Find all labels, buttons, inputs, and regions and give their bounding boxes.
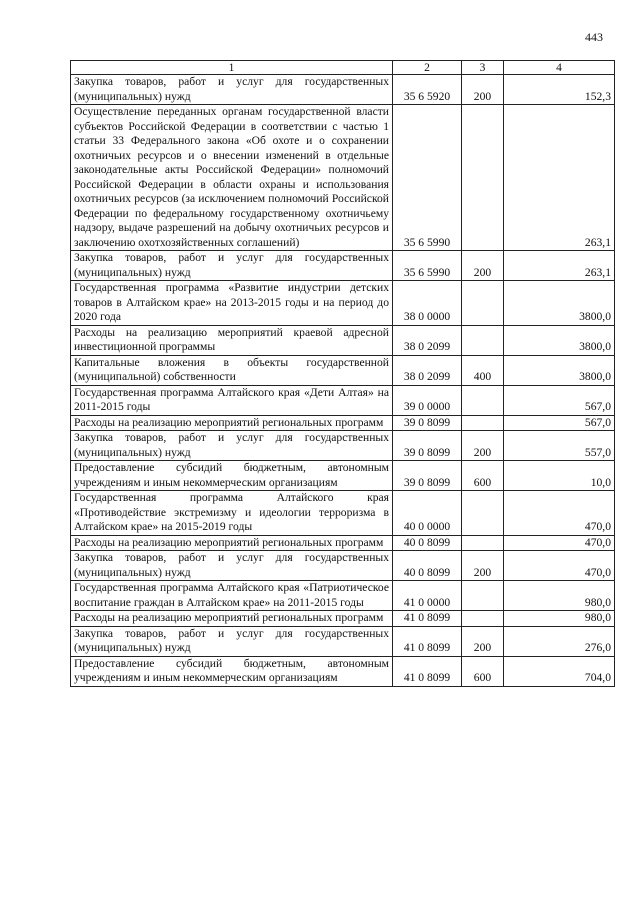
row-amount: 557,0 xyxy=(504,431,615,461)
row-description: Закупка товаров, работ и услуг для государственных (муниципальных) нужд xyxy=(71,626,393,656)
row-amount: 470,0 xyxy=(504,551,615,581)
row-target-code: 40 0 0000 xyxy=(393,491,462,536)
row-target-code: 41 0 8099 xyxy=(393,611,462,627)
table-row xyxy=(71,105,615,251)
row-expense-type: 200 xyxy=(462,551,504,581)
column-header-2: 2 xyxy=(393,61,462,75)
column-header-4: 4 xyxy=(504,61,615,75)
row-description: Расходы на реализацию мероприятий региональных программ xyxy=(71,415,393,431)
row-expense-type: 600 xyxy=(462,461,504,491)
table-row xyxy=(71,461,615,491)
table-body xyxy=(71,75,615,687)
row-target-code: 41 0 8099 xyxy=(393,626,462,656)
row-amount: 263,1 xyxy=(504,105,615,251)
table-row xyxy=(71,251,615,281)
row-description: Закупка товаров, работ и услуг для государственных (муниципальных) нужд xyxy=(71,551,393,581)
table-row xyxy=(71,491,615,536)
row-description: Предоставление субсидий бюджетным, автономным учреждениям и иным некоммерческим организациям xyxy=(71,461,393,491)
row-amount: 152,3 xyxy=(504,75,615,105)
table-row xyxy=(71,415,615,431)
row-target-code: 40 0 8099 xyxy=(393,551,462,581)
row-target-code: 35 6 5990 xyxy=(393,105,462,251)
row-description: Расходы на реализацию мероприятий краевой адресной инвестиционной программы xyxy=(71,325,393,355)
table-row xyxy=(71,431,615,461)
row-expense-type xyxy=(462,581,504,611)
row-description: Государственная программа Алтайского края «Дети Алтая» на 2011-2015 годы xyxy=(71,385,393,415)
table-row xyxy=(71,656,615,686)
row-target-code: 38 0 2099 xyxy=(393,325,462,355)
row-description: Закупка товаров, работ и услуг для государственных (муниципальных) нужд xyxy=(71,431,393,461)
row-description: Государственная программа Алтайского края «Противодействие экстремизму и идеологии терроризма в Алтайском крае» на 2015-2019 годы xyxy=(71,491,393,536)
row-description: Расходы на реализацию мероприятий региональных программ xyxy=(71,611,393,627)
row-expense-type: 200 xyxy=(462,431,504,461)
row-target-code: 41 0 0000 xyxy=(393,581,462,611)
table-row xyxy=(71,385,615,415)
row-description: Расходы на реализацию мероприятий региональных программ xyxy=(71,535,393,551)
row-expense-type xyxy=(462,385,504,415)
row-description: Закупка товаров, работ и услуг для государственных (муниципальных) нужд xyxy=(71,75,393,105)
row-amount: 3800,0 xyxy=(504,281,615,326)
row-amount: 263,1 xyxy=(504,251,615,281)
table-row xyxy=(71,281,615,326)
row-expense-type: 400 xyxy=(462,355,504,385)
row-target-code: 38 0 0000 xyxy=(393,281,462,326)
table-row xyxy=(71,581,615,611)
row-amount: 567,0 xyxy=(504,385,615,415)
table-row xyxy=(71,355,615,385)
row-target-code: 40 0 8099 xyxy=(393,535,462,551)
row-target-code: 41 0 8099 xyxy=(393,656,462,686)
row-target-code: 39 0 8099 xyxy=(393,431,462,461)
row-amount: 3800,0 xyxy=(504,355,615,385)
row-description: Государственная программа Алтайского края «Патриотическое воспитание граждан в Алтайском крае» на 2011-2015 годы xyxy=(71,581,393,611)
row-amount: 470,0 xyxy=(504,535,615,551)
table-row xyxy=(71,626,615,656)
row-expense-type xyxy=(462,535,504,551)
row-target-code: 39 0 8099 xyxy=(393,415,462,431)
row-expense-type xyxy=(462,611,504,627)
row-expense-type xyxy=(462,281,504,326)
row-amount: 276,0 xyxy=(504,626,615,656)
row-expense-type: 200 xyxy=(462,626,504,656)
table-row xyxy=(71,551,615,581)
row-expense-type: 200 xyxy=(462,75,504,105)
row-description: Осуществление переданных органам государственной власти субъектов Российской Федерации в соответствии с частью 1 статьи 33 Федерального закона «Об охоте и о сохранении охотничьих ресурсов и о внесении изменений в отдельные законодательные акты Российской Федерации» полномочий Российской Федерации в области охраны и использования охотничьих ресурсов (за исключением полномочий Российской Федерации по федеральному государственному охотничьему надзору, выдаче разрешений на добычу охотничьих ресурсов и заключению охотхозяйственных соглашений) xyxy=(71,105,393,251)
page-number: 443 xyxy=(585,30,603,44)
row-description: Капитальные вложения в объекты государственной (муниципальной) собственности xyxy=(71,355,393,385)
row-target-code: 39 0 0000 xyxy=(393,385,462,415)
row-target-code: 35 6 5920 xyxy=(393,75,462,105)
table-row xyxy=(71,75,615,105)
row-expense-type: 600 xyxy=(462,656,504,686)
row-expense-type xyxy=(462,415,504,431)
table-row xyxy=(71,535,615,551)
table-row xyxy=(71,611,615,627)
row-expense-type xyxy=(462,105,504,251)
row-description: Закупка товаров, работ и услуг для государственных (муниципальных) нужд xyxy=(71,251,393,281)
row-description: Предоставление субсидий бюджетным, автономным учреждениям и иным некоммерческим организациям xyxy=(71,656,393,686)
row-amount: 567,0 xyxy=(504,415,615,431)
column-header-1: 1 xyxy=(71,61,393,75)
row-amount: 704,0 xyxy=(504,656,615,686)
row-expense-type: 200 xyxy=(462,251,504,281)
row-amount: 980,0 xyxy=(504,611,615,627)
row-amount: 10,0 xyxy=(504,461,615,491)
row-amount: 980,0 xyxy=(504,581,615,611)
row-target-code: 38 0 2099 xyxy=(393,355,462,385)
row-expense-type xyxy=(462,491,504,536)
row-target-code: 39 0 8099 xyxy=(393,461,462,491)
row-expense-type xyxy=(462,325,504,355)
column-header-3: 3 xyxy=(462,61,504,75)
table-header-row xyxy=(71,61,615,75)
row-description: Государственная программа «Развитие индустрии детских товаров в Алтайском крае» на 2013-2015 годы и на период до 2020 года xyxy=(71,281,393,326)
row-amount: 3800,0 xyxy=(504,325,615,355)
row-target-code: 35 6 5990 xyxy=(393,251,462,281)
row-amount: 470,0 xyxy=(504,491,615,536)
table-row xyxy=(71,325,615,355)
budget-table xyxy=(70,60,615,687)
